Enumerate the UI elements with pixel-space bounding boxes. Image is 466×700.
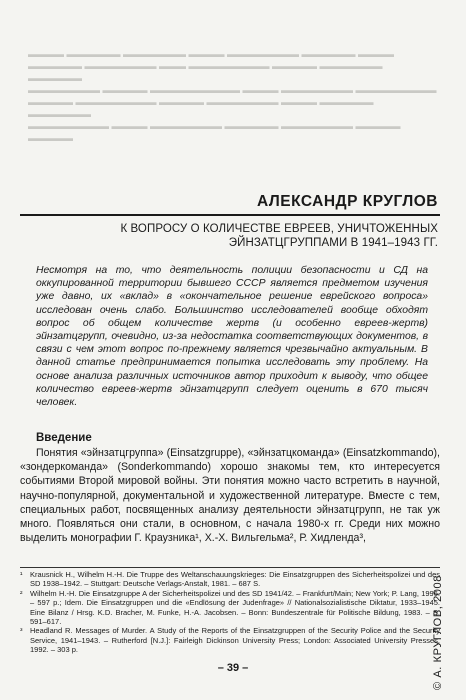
footnote-text: Wilhelm H.-H. Die Einsatzgruppe A der Sicherheitspolizei und des SD 1941/42. – Frankfurt/Main; New York; P. Lang, 1996. – 597 p.; Idem. Die Einsatzgruppen und die «Endlösung der Judenfrage» // Nationalsozialistische Diktatur, 1933–1945. Eine Bilanz / Hrsg. K.D. Bracher, M. Funke, H.-A. Jacobsen. – Bonn: Bundeszentrale für Politische Bildung, 1983. – S. 591–617. [30, 588, 440, 627]
footnote [20, 570, 440, 589]
article-title: К ВОПРОСУ О КОЛИЧЕСТВЕ ЕВРЕЕВ, УНИЧТОЖЕННЫХ ЭЙНЗАТЦГРУППАМИ В 1941–1943 ГГ. [120, 223, 438, 249]
footnote-number: ¹ [20, 570, 23, 579]
footnote-divider [20, 567, 440, 568]
footnote [20, 589, 440, 627]
author-name: АЛЕКСАНДР КРУГЛОВ [257, 193, 438, 210]
body-paragraph: Понятия «эйнзатцгруппа» (Einsatzgruppe), «эйнзатцкоманда» (Einsatzkommando), «зондеркоманда» (Sonderkommando) хорошо знакомы тем, кто интересуется событиями Второй мировой войны. Эти понятия можно часто встретить в научной, научно-популярной, документальной и художественной литературе. Вместе с тем, специальных работ, посвященных анализу деятельности эйнзатцгрупп, не так уж много. Появляться они стали, в основном, с начала 1980-х гг. Среди них можно выделить монографии Г. Краузника¹, Х.-Х. Вильгельма², Р. Хидленда³, [20, 447, 440, 545]
author-underline [20, 214, 440, 216]
footnote-number: ³ [20, 626, 23, 636]
footnote-text: Krausnick H., Wilhelm H.-H. Die Truppe des Weltanschauungskrieges: Die Einsatzgruppen des Sicherheitspolizei und des SD 1938–1942. – Stuttgart: Deutsche Verlags-Anstalt, 1981. – 687 S. [30, 570, 440, 589]
abstract: Несмотря на то, что деятельность полиции безопасности и СД на оккупированной территории бывшего СССР является предметом изучения уже давно, их «вклад» в «окончательное решение еврейского вопроса» исследован очень слабо. Большинство исследователей вообще обходят вопрос об общем количестве жертв (и особенно евреев-жертв) эйнзатцгрупп, очевидно, из-за недостатка соответствующих документов, в связи с чем этот вопрос по-прежнему является чрезвычайно актуальным. В данной статье предпринимается попытка исследовать эту проблему. На основе анализа различных источников автор приходит к выводу, что общее количество евреев-жертв эйнзатцгрупп следует оценить в 670 тысяч человек. [36, 265, 428, 409]
show-through-text: ▬▬▬▬ ▬▬▬▬▬▬ ▬▬▬▬▬▬▬ ▬▬▬▬ ▬▬▬▬▬▬▬▬ ▬▬▬▬▬▬ ▬▬▬▬ ▬▬▬▬▬▬ ▬▬▬▬▬▬▬▬ ▬▬▬ ▬▬▬▬▬▬▬▬▬ ▬▬▬▬▬ ▬▬▬▬▬▬▬ ▬▬▬▬▬▬ ▬▬▬▬▬▬▬▬ ▬▬▬▬▬ ▬▬▬▬▬▬▬▬▬▬ ▬▬▬▬ ▬▬▬▬▬▬▬▬ ▬▬▬▬▬▬▬▬▬ ▬▬▬▬▬ ▬▬▬▬▬▬▬▬▬ ▬▬▬▬▬ ▬▬▬▬▬▬▬▬ ▬▬▬▬ ▬▬▬▬▬▬ ▬▬▬▬▬▬▬ ▬▬▬▬▬▬▬▬▬ ▬▬▬▬ ▬▬▬▬▬▬▬▬ ▬▬▬▬▬▬ ▬▬▬▬▬▬▬▬ ▬▬▬▬▬ ▬▬▬▬▬ [28, 49, 437, 143]
footnotes [20, 570, 440, 655]
page-number: – 39 – [217, 662, 249, 674]
footnote-text: Headland R. Messages of Murder. A Study of the Reports of the Einsatzgruppen of the Security Police and the Security Service, 1941–1943. – Rutherford [N.J.]: Fairleigh Dickinson University Press; London: Associated University Presses, 1992. – 303 p. [30, 626, 440, 655]
footnote [20, 626, 440, 654]
footnote-number: ² [20, 588, 23, 598]
copyright-notice: © А. КРУГЛОВ, 2008 [432, 575, 444, 690]
section-heading: Введение [36, 432, 92, 444]
